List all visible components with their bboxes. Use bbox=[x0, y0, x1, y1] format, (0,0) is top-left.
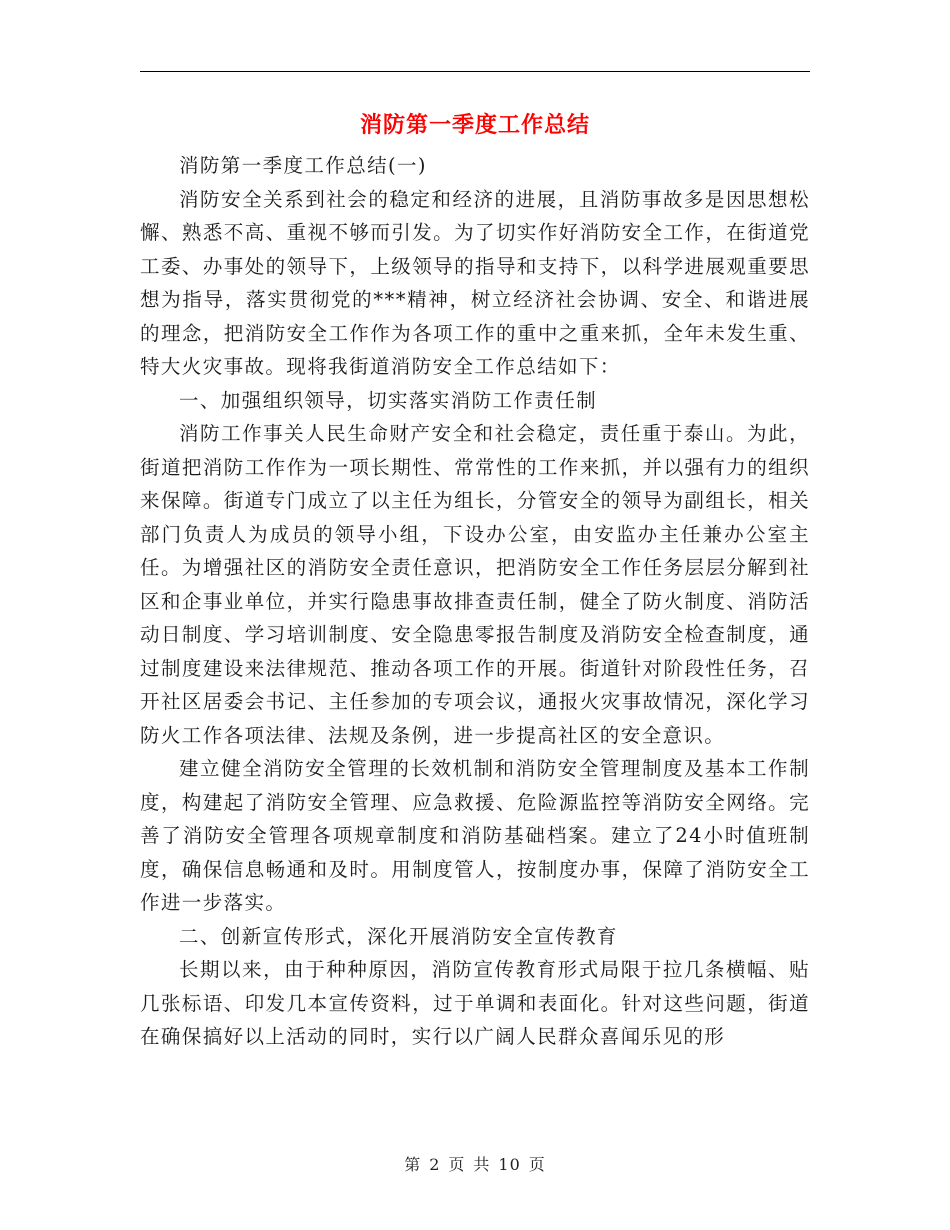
document-title: 消防第一季度工作总结 bbox=[359, 112, 590, 138]
footer-prefix: 第 bbox=[404, 1155, 422, 1174]
page-number: 2 bbox=[429, 1155, 441, 1174]
paragraph-publicity: 长期以来，由于种种原因，消防宣传教育形式局限于拉几条横幅、贴几张标语、印发几本宣传资料，过于单调和表面化。针对这些问题，街道在确保搞好以上活动的同时，实行以广阔人民群众喜闻乐见的形 bbox=[140, 958, 810, 1048]
section-heading-1: 一、加强组织领导，切实落实消防工作责任制 bbox=[179, 388, 598, 412]
paragraph-mechanism: 建立健全消防安全管理的长效机制和消防安全管理制度及基本工作制度，构建起了消防安全管理、应急救援、危险源监控等消防安全网络。完善了消防安全管理各项规章制度和消防基础档案。建立了24小时值班制度，确保信息畅通和及时。用制度管人，按制度办事，保障了消防安全工作进一步落实。 bbox=[140, 757, 810, 914]
document-body bbox=[140, 149, 810, 1054]
footer-total-word: 共 bbox=[473, 1155, 491, 1174]
footer-page-word: 页 bbox=[448, 1155, 466, 1174]
footer-suffix: 页 bbox=[528, 1155, 546, 1174]
paragraph-responsibility: 消防工作事关人民生命财产安全和社会稳定，责任重于泰山。为此，街道把消防工作作为一项长期性、常常性的工作来抓，并以强有力的组织来保障。街道专门成立了以主任为组长，分管安全的领导为副组长，相关部门负责人为成员的领导小组，下设办公室，由安监办主任兼办公室主任。为增强社区的消防安全责任意识，把消防安全工作任务层层分解到社区和企事业单位，并实行隐患事故排查责任制，健全了防火制度、消防活动日制度、学习培训制度、安全隐患零报告制度及消防安全检查制度，通过制度建设来法律规范、推动各项工作的开展。街道针对阶段性任务，召开社区居委会书记、主任参加的专项会议，通报火灾事故情况，深化学习防火工作各项法律、法规及条例，进一步提高社区的安全意识。 bbox=[140, 422, 810, 747]
section-heading-2: 二、创新宣传形式，深化开展消防安全宣传教育 bbox=[179, 924, 618, 948]
page-footer bbox=[140, 1153, 810, 1177]
paragraph-intro: 消防安全关系到社会的稳定和经济的进展，且消防事故多是因思想松懈、熟悉不高、重视不够而引发。为了切实作好消防安全工作，在街道党工委、办事处的领导下，上级领导的指导和支持下，以科学进展观重要思想为指导，落实贯彻党的***精神，树立经济社会协调、安全、和谐进展的理念，把消防安全工作作为各项工作的重中之重来抓，全年未发生重、特大火灾事故。现将我街道消防安全工作总结如下： bbox=[140, 187, 810, 378]
section-heading-subtitle: 消防第一季度工作总结(一) bbox=[179, 154, 427, 177]
total-pages: 10 bbox=[498, 1155, 521, 1174]
header-rule bbox=[140, 71, 810, 72]
